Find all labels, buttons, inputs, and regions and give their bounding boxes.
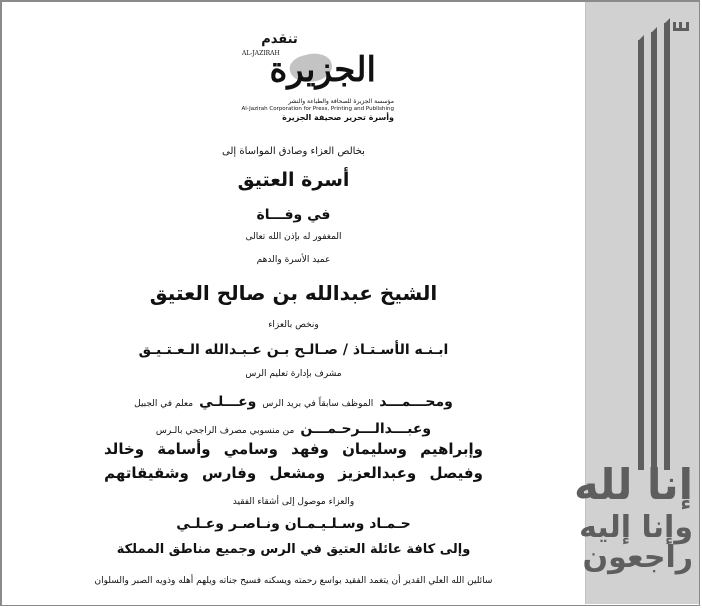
deceased-role: عميد الأسرة والدهم xyxy=(256,255,331,265)
sons-row-2 xyxy=(2,418,585,437)
alef-stroke-1 xyxy=(638,40,644,470)
extended-family-line: وإلى كافة عائلة العتيق في الرس وجميع مناطق المملكة xyxy=(116,542,471,557)
logo-latin-mark: AL-JAZIRAH xyxy=(242,50,280,57)
sons-names-line-1: وإبراهيم وسليمان وفهد وسامي وأسامة وخالد xyxy=(104,440,483,458)
hamza-decoration-icon xyxy=(673,22,689,31)
verse-line-1: إنا لله xyxy=(574,460,693,509)
sons-names-line-2: وفيصل وعبدالعزيز ومشعل وفارس وشقيقاتهم xyxy=(104,464,483,482)
son-role: مشرف بإدارة تعليم الرس xyxy=(245,369,342,379)
son-desc-abdulrahman: من منسوبي مصرف الراجحي بالـرس xyxy=(155,426,295,436)
alef-stroke-3 xyxy=(664,23,670,470)
verse-line-2: وإنا إليه xyxy=(579,510,693,545)
al-jazirah-logo xyxy=(238,46,398,124)
brothers-intro: والعزاء موصول إلى أشقاء الفقيد xyxy=(232,497,355,507)
deceased-prefix: المغفور له بإذن الله تعالى xyxy=(245,232,342,242)
quran-verse-panel xyxy=(574,2,699,604)
on-death-label: في وفـــاة xyxy=(256,207,331,223)
logo-subtitle-english: Al-Jazirah Corporation for Press, Printing and Publishing xyxy=(241,106,394,112)
condolence-intro: بخالص العزاء وصادق المواساة إلى xyxy=(222,146,365,157)
son-name-ali: وعـــلـي xyxy=(199,394,257,410)
logo-brand-name: الجزيرة xyxy=(269,50,376,90)
special-condolence-intro: ونخص بالعزاء xyxy=(268,320,319,330)
logo-intro: تنقدم xyxy=(261,32,298,47)
son-desc-mohammed: الموظف سابقاً في بريد الرس xyxy=(262,399,374,409)
condolence-notice xyxy=(2,2,585,604)
sons-row-1 xyxy=(2,391,585,410)
logo-subtitle-arabic: مؤسسة الجزيرة للصحافة والطباعة والنشر xyxy=(288,98,394,105)
son-name-abdulrahman: وعبـــدالـــرحـمـــن xyxy=(300,421,432,437)
son-desc-ali: معلم في الجبيل xyxy=(134,399,194,409)
logo-staff-line: وأسرة تحرير صحيفة الجزيرة xyxy=(282,113,394,122)
son-name-mohammed: ومحـــمـــد xyxy=(379,394,453,410)
closing-prayer: سائلين الله العلي القدير أن يتغمد الفقيد بواسع رحمته ويسكنه فسيح جناته ويلهم أهله وذويه الصبر والسلوان xyxy=(94,576,493,586)
brothers-names: حـمـاد وسـلـيـمـان ونـاصـر وعـلـي xyxy=(176,516,411,532)
verse-line-3: راجعون xyxy=(582,540,693,575)
alef-stroke-2 xyxy=(651,32,657,470)
son-line: ابـنـه الأسـتـاذ / صـالـح بـن عـبـدالله الـعـتـيـق xyxy=(138,342,449,358)
deceased-name: الشيخ عبدالله بن صالح العتيق xyxy=(149,281,438,305)
family-name: أسرة العتيق xyxy=(237,169,350,191)
